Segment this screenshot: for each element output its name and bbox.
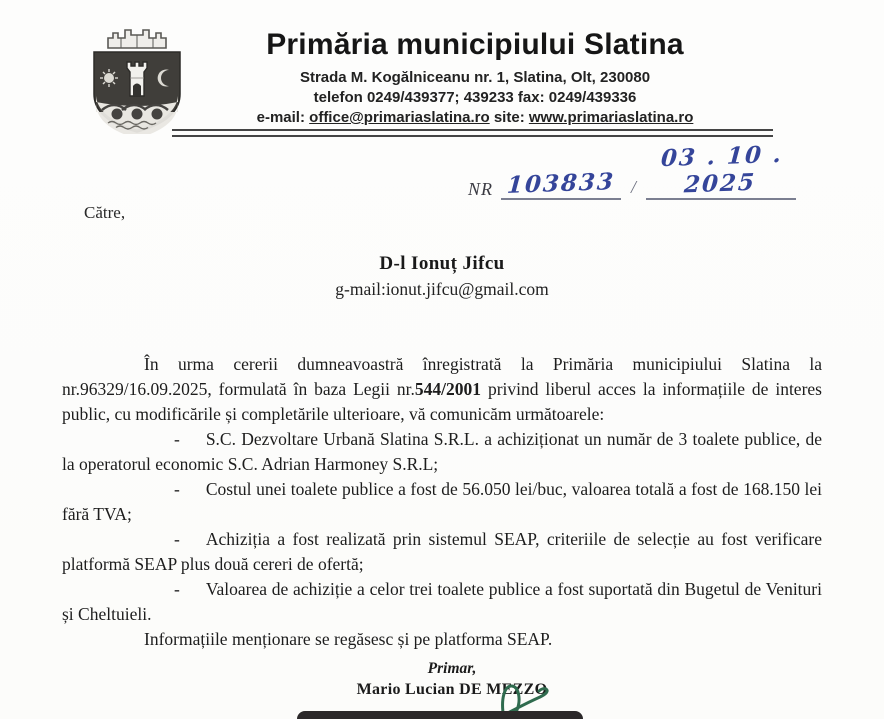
org-title: Primăria municipiului Slatina — [266, 28, 684, 61]
bullet-dash: - — [174, 579, 180, 599]
recipient-name: D-l Ionuț Jifcu — [379, 253, 505, 274]
registration-line — [468, 140, 796, 200]
registration-date-field — [646, 140, 796, 200]
letterhead-divider — [172, 129, 773, 137]
org-email-site-line — [175, 109, 775, 126]
registration-separator: / — [631, 177, 637, 197]
intro-paragraph — [62, 352, 822, 427]
bullet-dash: - — [174, 429, 180, 449]
law-number: 544/2001 — [414, 379, 482, 399]
email-label: e-mail: — [256, 109, 305, 126]
handwritten-registration-date: 03 . 10 . 2025 — [660, 140, 784, 199]
closing-paragraph: Informațiile menționare se regăsesc și pe platforma SEAP. — [144, 629, 553, 649]
bullet-text: Valoarea de achiziție a celor trei toalete publice a fost suportată din Bugetul de Venituri și Cheltuieli. — [62, 579, 822, 624]
letterhead — [175, 28, 775, 129]
org-phone-fax: telefon 0249/439377; 439233 fax: 0249/439336 — [313, 89, 637, 106]
bullet-text: Costul unei toalete publice a fost de 56.050 lei/buc, valoarea totală a fost de 168.150 lei fără TVA; — [62, 479, 822, 524]
bullet-text: S.C. Dezvoltare Urbană Slatina S.R.L. a achiziționat un număr de 3 toalete publice, de la operatorul economic S.C. Adrian Harmoney S.R.L; — [62, 429, 822, 474]
org-site: www.primariaslatina.ro — [528, 109, 694, 126]
bullet-dash: - — [174, 479, 180, 499]
bullet-text: Achiziția a fost realizată prin sistemul SEAP, criteriile de selecție au fost verificare platformă SEAP plus două cereri de ofertă; — [62, 529, 822, 574]
signer-name: Mario Lucian DE MEZZO — [356, 681, 548, 698]
recipient-email: g-mail:ionut.jifcu@gmail.com — [335, 279, 549, 299]
signer-role: Primar, — [427, 660, 477, 677]
redaction-bar — [297, 711, 583, 719]
bullet-dash: - — [174, 529, 180, 549]
handwritten-registration-number: 103833 — [506, 168, 616, 199]
letter-body — [62, 352, 822, 652]
bullet-paragraph — [62, 577, 822, 627]
intro-text: În urma cererii dumneavoastră înregistrată la Primăria municipiului Slatina la nr.96329/16.09.2025, formulată în baza Legii nr. — [62, 354, 822, 399]
slatina-coat-of-arms-icon — [86, 26, 188, 134]
intro-text-cont: privind liberul acces la informațiile de interes public, cu modificările și completările ulterioare, vă comunicăm următoarele: — [62, 379, 822, 424]
bullet-paragraph — [62, 477, 822, 527]
site-label: site: — [493, 109, 525, 126]
org-address: Strada M. Kogălniceanu nr. 1, Slatina, Olt, 230080 — [299, 69, 651, 86]
bullet-paragraph — [62, 527, 822, 577]
bullet-paragraph — [62, 427, 822, 477]
salutation: Către, — [84, 203, 126, 222]
registration-number-field — [501, 170, 621, 200]
recipient-block — [62, 253, 822, 300]
registration-label: NR — [468, 179, 494, 199]
org-email: office@primariaslatina.ro — [309, 109, 490, 126]
